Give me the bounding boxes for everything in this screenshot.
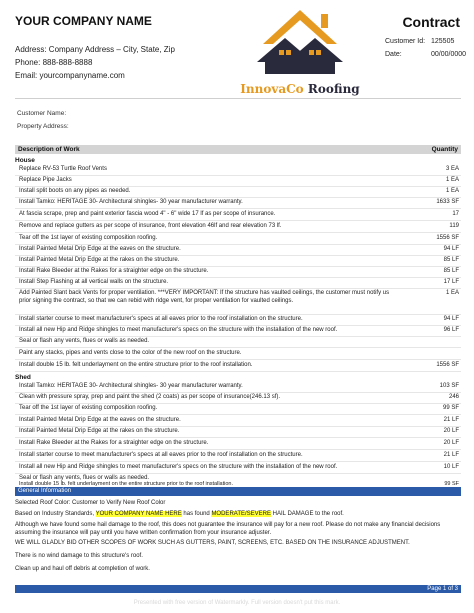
col-quantity: Quantity [431,146,458,153]
table-row [15,166,461,176]
row-description: Replace RV-53 Turtle Roof Vents [19,166,107,172]
wind-damage-note: There is no wind damage to this structure's roof. [15,553,143,559]
row-quantity: 94 LF [443,316,459,322]
row-quantity: 99 SF [444,481,459,487]
table-row [15,383,461,393]
logo-text-innovaco: InnovaCo [240,82,304,96]
row-description: Install Step Flashing at all vertical walls on the structure. [19,279,169,285]
table-row [15,428,461,438]
customer-id-value: 125505 [431,38,455,45]
table-row [15,177,461,187]
date-value: 00/00/0000 [431,51,467,58]
table-row [15,211,461,221]
damage-statement [15,511,461,519]
table-row [15,199,461,209]
table-row [15,257,461,267]
col-description: Description of Work [18,146,80,153]
table-row [15,338,461,348]
company-name: YOUR COMPANY NAME [15,14,152,28]
row-description: Seal or flash any vents, flues or walls as needed. [19,475,150,481]
row-description: Paint any stacks, pipes and vents close to the color of the new roof on the structure. [19,350,242,356]
general-information-title: General Information [18,488,72,494]
watermark-text: Presented with free version of Watermarkly. Full version doesn't put this mark. [133,600,341,606]
table-row [15,350,461,360]
company-email: Email: yourcompanyname.com [15,71,125,80]
table-row [15,464,461,474]
damage-text-post: HAIL DAMAGE to the roof. [271,511,344,517]
row-quantity: 246 [448,394,459,400]
row-description: Install Rake Bleeder at the Rakes for a straighter edge on the structure. [19,440,209,446]
damage-text-mid: has found [181,511,212,517]
row-quantity: 103 SF [439,383,459,389]
row-description: Install split boots on any pipes as needed. [19,188,131,194]
row-description: Install all new Hip and Ridge shingles to meet manufacturer's specs on the structure with the installation of the new roof. [19,327,338,333]
damage-text-pre: Based on Industry Standards, [15,511,96,517]
customer-name-label: Customer Name: [17,110,67,117]
table-row [15,394,461,404]
row-quantity: 119 [449,223,459,229]
table-row [15,362,461,372]
document-title: Contract [402,14,460,30]
row-quantity: 85 LF [443,257,459,263]
row-quantity: 21 LF [443,452,459,458]
table-row [15,440,461,450]
row-quantity: 3 EA [445,166,459,172]
row-description: Install Rake Bleeder at the Rakes for a straighter edge on the structure. [19,268,209,274]
table-row [15,279,461,289]
row-description: Seal or flash any vents, flues or walls as needed. [19,338,150,344]
property-address-label: Property Address: [17,123,69,130]
table-row [15,405,461,415]
row-quantity: 1556 SF [436,235,459,241]
row-quantity: 21 LF [443,417,459,423]
row-description: Install starter course to meet manufacturer's specs at all eaves prior to the roof installation on the structure. [19,316,303,322]
row-quantity: 10 LF [443,464,459,470]
customer-id-row [385,38,455,45]
customer-id-label: Customer Id: [385,38,426,45]
table-row [15,223,461,233]
table-row [15,417,461,427]
row-description: Replace Pipe Jacks [19,177,72,183]
row-quantity: 94 LF [443,246,459,252]
table-row [15,316,461,326]
damage-severity-highlight: MODERATE/SEVERE [211,511,272,517]
table-row [15,452,461,462]
company-phone: Phone: 888-888-8888 [15,58,93,67]
company-address: Address: Company Address – City, State, Zip [15,45,175,54]
row-description: Tear off the 1st layer of existing composition roofing. [19,405,158,411]
row-quantity: 20 LF [443,428,459,434]
logo-text-roofing: Roofing [307,82,360,96]
house-roof-icon [227,4,373,82]
table-header [15,145,461,154]
row-description: Install all new Hip and Ridge shingles to meet manufacturer's specs on the structure with the installation of the new roof. [19,464,338,470]
row-quantity: 1556 SF [436,362,459,368]
company-logo [227,4,373,100]
cleanup-note: Clean up and haul off debris at completion of work. [15,566,150,572]
row-quantity: 99 SF [442,405,459,411]
table-row [15,268,461,278]
row-quantity: 1 EA [445,188,459,194]
roof-color-note: Selected Roof Color: Customer to Verify New Roof Color [15,500,166,506]
row-description: Install starter course to meet manufacturer's specs at all eaves prior to the roof installation on the structure. [19,452,303,458]
row-quantity: 96 LF [443,327,459,333]
company-name-highlight: YOUR COMPANY NAME HERE [95,511,182,517]
row-description: Install Painted Metal Drip Edge at the eaves on the structure. [19,417,181,423]
logo-wordmark [227,82,373,96]
section-title-house: House [15,157,35,164]
row-quantity: 1633 SF [436,199,459,205]
header-divider [15,98,461,99]
row-description: Install Painted Metal Drip Edge at the eaves on the structure. [19,246,181,252]
date-label: Date: [385,51,402,58]
row-description: At fascia scrape, prep and paint exterior fascia wood 4" - 6" wide 17 lf as per scope of insurance. [19,211,276,217]
row-description: Install Tamko: HERITAGE 30- Architectural shingles- 30 year manufacturer warranty. [19,383,243,389]
row-quantity: 1 EA [445,177,459,183]
table-row [15,246,461,256]
hail-damage-disclaimer: Although we have found some hail damage to the roof, this does not guarantee the insurance will pay for a new roof. Please do not make any financial decisions assuming the insurance will pay until you have written confirmation from your insurance adjuster. [15,522,441,536]
page-footer [15,585,461,593]
row-description: Tear off the 1st layer of existing composition roofing. [19,235,158,241]
row-description: Clean with pressure spray, prep and paint the shed (2 coats) as per scope of insurance(246.13 sf). [19,394,281,400]
date-row [385,51,467,58]
row-description: Remove and replace gutters as per scope of insurance, front elevation 46lf and rear elevation 73 lf. [19,223,282,229]
row-quantity: 20 LF [443,440,459,446]
row-description: Install double 15 lb. felt underlayment on the entire structure prior to the roof installation. [19,481,234,487]
page-number: Page 1 of 3 [427,586,458,592]
row-description: Add Painted Slant back Vents for proper ventilation. ***VERY IMPORTANT: If the structure has vaulted ceilings, the customer must notify us prior signing the contract, so that we can rebid with ridge vent, for proper ventilation for vaulted ceilings. [19,290,390,304]
general-information-bar [15,487,461,496]
row-description: Install Painted Metal Drip Edge at the rakes on the structure. [19,257,180,263]
row-description: Install Tamko: HERITAGE 30- Architectural shingles- 30 year manufacturer warranty. [19,199,243,205]
table-row [15,235,461,245]
row-description: Install Painted Metal Drip Edge at the rakes on the structure. [19,428,180,434]
row-quantity: 1 EA [445,290,459,296]
table-row [15,290,461,315]
row-quantity: 17 [452,211,459,217]
section-title-shed: Shed [15,374,31,381]
other-scopes-note: WE WILL GLADLY BID OTHER SCOPES OF WORK SUCH AS GUTTERS, PAINT, SCREENS, ETC. BASED ON THE INSURANCE ADJUSTMENT. [15,540,410,546]
row-quantity: 85 LF [443,268,459,274]
row-quantity: 17 LF [443,279,459,285]
row-description: Install double 15 lb. felt underlayment on the entire structure prior to the roof installation. [19,362,253,368]
table-row [15,188,461,198]
table-row [15,327,461,337]
